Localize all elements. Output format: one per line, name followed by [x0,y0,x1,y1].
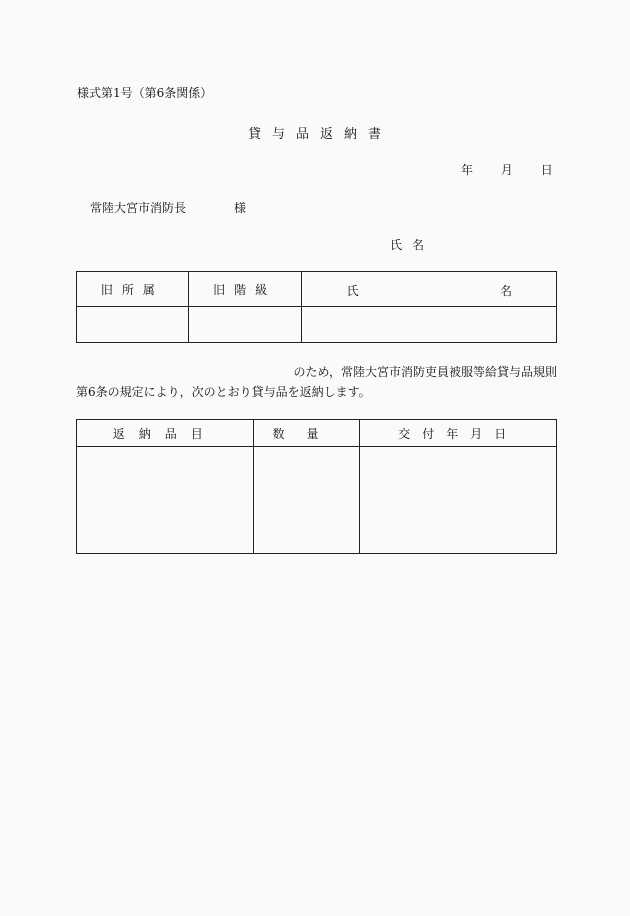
name-header-second: 名 [499,284,512,298]
day-label: 日 [540,163,553,177]
items-entry-row [77,447,557,554]
former-rank-header: 旧階級 [188,272,301,307]
addressee [90,199,246,216]
document-title: 貸与品返納書 [247,127,392,142]
month-label: 月 [500,163,513,177]
issue-date-cell[interactable] [360,447,557,554]
year-label: 年 [461,163,474,177]
former-affiliation-header: 旧所属 [77,272,189,307]
date-line [461,161,553,178]
items-header-row [77,420,557,447]
addressee-honorific: 様 [234,201,247,215]
returned-items-table [76,419,557,554]
former-affiliation-cell[interactable] [77,307,189,343]
addressee-name: 常陸大宮市消防長 [90,201,187,215]
issue-date-header: 交付年月日 [360,420,557,447]
form-number: 様式第1号（第6条関係） [77,86,213,100]
personnel-header-row [77,272,557,307]
quantity-cell[interactable] [253,447,360,554]
statement-paragraph [76,362,557,402]
personnel-table [76,271,557,343]
name-cell[interactable] [301,307,556,343]
name-header-first: 氏 [346,284,359,298]
item-cell[interactable] [77,447,254,554]
quantity-header: 数量 [253,420,360,447]
item-header: 返納品目 [77,420,254,447]
name-header [301,272,556,307]
applicant-name-label: 氏名 [390,238,435,252]
statement-line-1: のため，常陸大宮市消防吏員被服等給貸与品規則 [293,365,557,379]
former-rank-cell[interactable] [188,307,301,343]
statement-line-2: 第6条の規定により，次のとおり貸与品を返納します。 [76,385,371,399]
personnel-entry-row [77,307,557,343]
